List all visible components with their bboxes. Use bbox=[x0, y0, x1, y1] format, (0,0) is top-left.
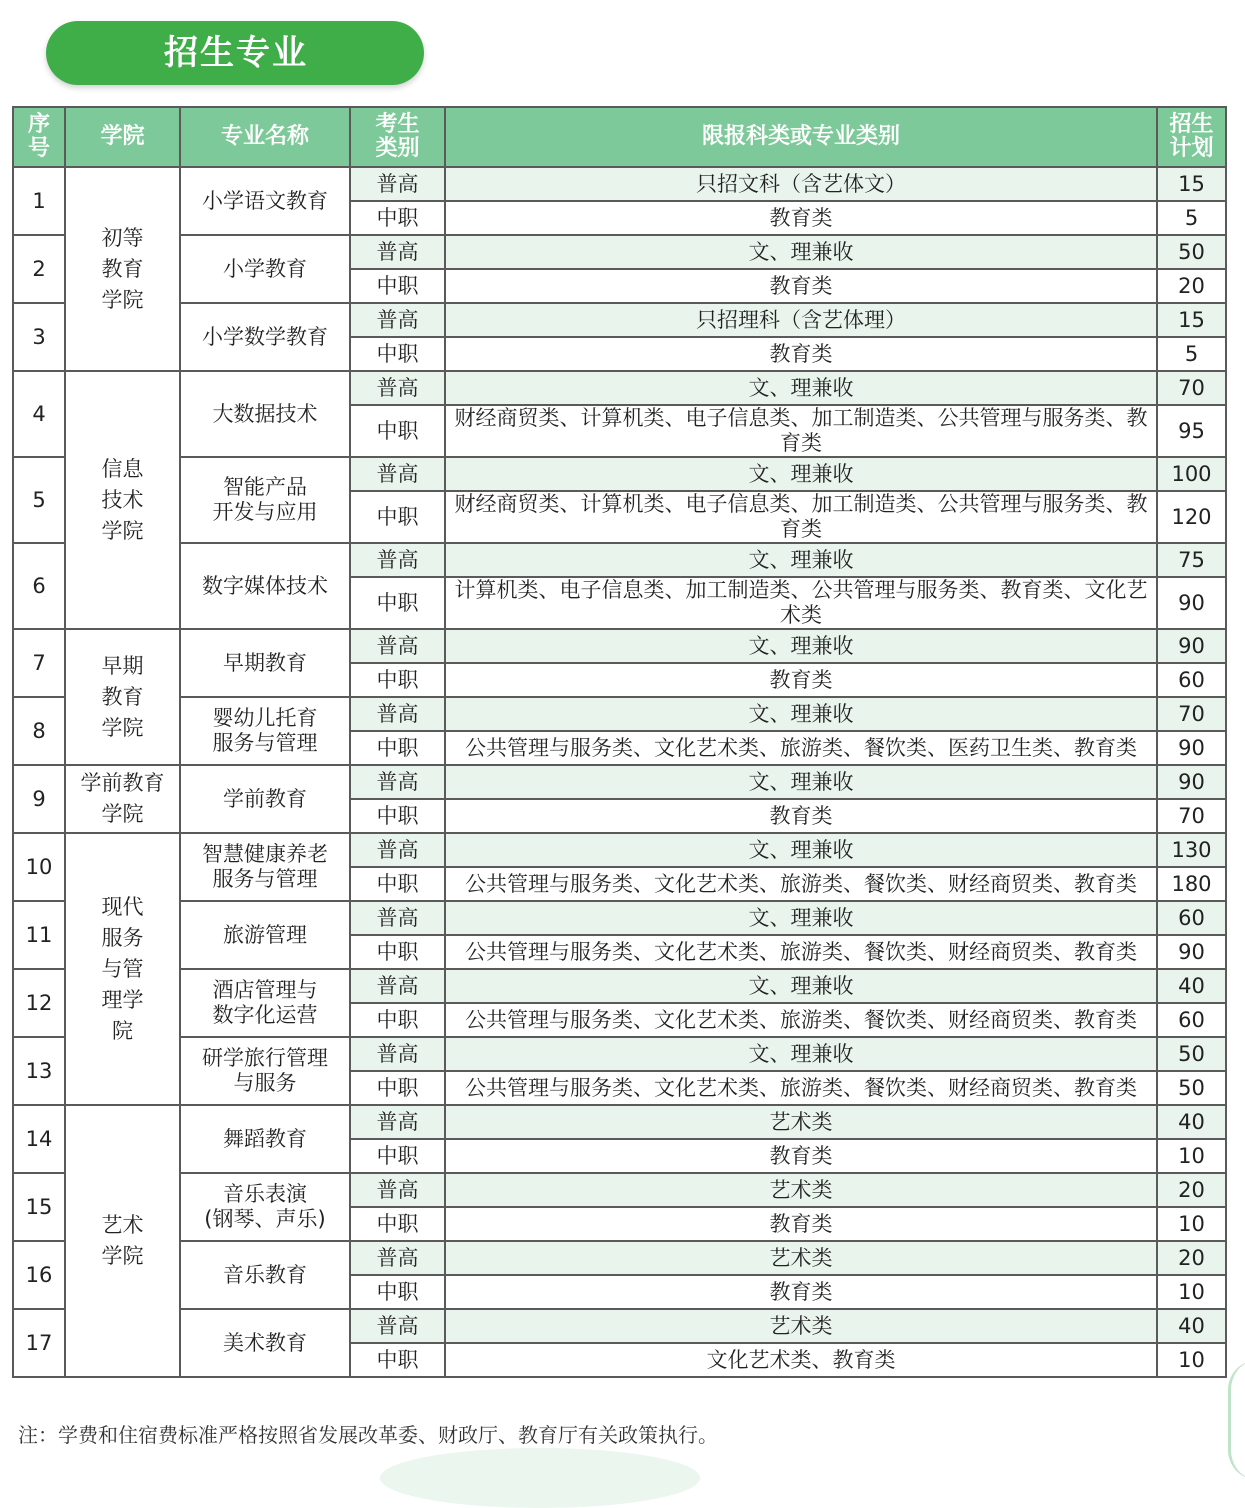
limit-cell: 艺术类 bbox=[445, 1105, 1157, 1139]
college-name-line: 理学 bbox=[101, 987, 144, 1012]
candidate-type-cell: 普高 bbox=[350, 167, 445, 201]
major-name-line: 美术教育 bbox=[223, 1330, 307, 1355]
limit-cell: 财经商贸类、计算机类、电子信息类、加工制造类、公共管理与服务类、教育类 bbox=[445, 405, 1157, 457]
limit-cell: 文、理兼收 bbox=[445, 543, 1157, 577]
limit-cell: 公共管理与服务类、文化艺术类、旅游类、餐饮类、财经商贸类、教育类 bbox=[445, 1071, 1157, 1105]
seq-cell: 13 bbox=[13, 1037, 65, 1105]
candidate-type-cell: 中职 bbox=[350, 1343, 445, 1377]
limit-cell: 文、理兼收 bbox=[445, 235, 1157, 269]
limit-cell: 教育类 bbox=[445, 799, 1157, 833]
plan-cell: 10 bbox=[1157, 1207, 1226, 1241]
limit-cell: 财经商贸类、计算机类、电子信息类、加工制造类、公共管理与服务类、教育类 bbox=[445, 491, 1157, 543]
candidate-type-cell: 普高 bbox=[350, 833, 445, 867]
candidate-type-cell: 中职 bbox=[350, 405, 445, 457]
major-name-cell bbox=[180, 371, 350, 457]
candidate-type-cell: 普高 bbox=[350, 235, 445, 269]
plan-cell: 10 bbox=[1157, 1275, 1226, 1309]
plan-cell: 15 bbox=[1157, 167, 1226, 201]
college-name-line: 学院 bbox=[101, 518, 144, 543]
plan-cell: 180 bbox=[1157, 867, 1226, 901]
section-title-pill bbox=[46, 21, 424, 85]
plan-cell: 70 bbox=[1157, 371, 1226, 405]
major-name-line: 小学语文教育 bbox=[202, 188, 328, 213]
plan-cell: 60 bbox=[1157, 901, 1226, 935]
plan-cell: 10 bbox=[1157, 1139, 1226, 1173]
seq-cell: 10 bbox=[13, 833, 65, 901]
major-name-line: 服务与管理 bbox=[212, 731, 318, 755]
plan-cell: 90 bbox=[1157, 577, 1226, 629]
seq-cell: 6 bbox=[13, 543, 65, 629]
plan-cell: 40 bbox=[1157, 1105, 1226, 1139]
major-name-line: 数字媒体技术 bbox=[202, 573, 328, 598]
candidate-type-cell: 普高 bbox=[350, 543, 445, 577]
plan-cell: 90 bbox=[1157, 629, 1226, 663]
college-name-line: 与管 bbox=[101, 956, 144, 981]
college-name-line: 早期 bbox=[101, 653, 144, 678]
college-name-line: 学前教育 bbox=[80, 771, 165, 795]
major-name-cell bbox=[180, 833, 350, 901]
candidate-type-cell: 中职 bbox=[350, 935, 445, 969]
candidate-type-cell: 中职 bbox=[350, 867, 445, 901]
seq-cell: 3 bbox=[13, 303, 65, 371]
major-name-line: 开发与应用 bbox=[212, 500, 318, 524]
table-row bbox=[13, 371, 1226, 405]
college-name-line: 信息 bbox=[101, 456, 144, 481]
major-name-cell bbox=[180, 1241, 350, 1309]
candidate-type-cell: 中职 bbox=[350, 799, 445, 833]
candidate-type-cell: 普高 bbox=[350, 629, 445, 663]
header-plan-label: 招生 计划 bbox=[1169, 112, 1214, 161]
major-name-line: 服务与管理 bbox=[212, 867, 318, 891]
limit-cell: 文、理兼收 bbox=[445, 833, 1157, 867]
table-row bbox=[13, 235, 1226, 269]
table-row bbox=[13, 901, 1226, 935]
college-name-line: 技术 bbox=[101, 487, 144, 512]
plan-cell: 50 bbox=[1157, 1037, 1226, 1071]
limit-cell: 教育类 bbox=[445, 1139, 1157, 1173]
candidate-type-cell: 普高 bbox=[350, 1173, 445, 1207]
candidate-type-cell: 中职 bbox=[350, 491, 445, 543]
seq-cell: 8 bbox=[13, 697, 65, 765]
major-name-line: 与服务 bbox=[233, 1071, 297, 1095]
plan-cell: 90 bbox=[1157, 731, 1226, 765]
candidate-type-cell: 中职 bbox=[350, 269, 445, 303]
candidate-type-cell: 中职 bbox=[350, 1139, 445, 1173]
college-cell bbox=[65, 765, 180, 833]
table-row bbox=[13, 969, 1226, 1003]
limit-cell: 计算机类、电子信息类、加工制造类、公共管理与服务类、教育类、文化艺术类 bbox=[445, 577, 1157, 629]
major-name-cell bbox=[180, 629, 350, 697]
candidate-type-cell: 普高 bbox=[350, 1241, 445, 1275]
major-name-line: 音乐表演 bbox=[223, 1182, 307, 1206]
limit-cell: 教育类 bbox=[445, 337, 1157, 371]
major-name-cell bbox=[180, 765, 350, 833]
major-name-cell bbox=[180, 1037, 350, 1105]
candidate-type-cell: 普高 bbox=[350, 901, 445, 935]
limit-cell: 教育类 bbox=[445, 201, 1157, 235]
limit-cell: 艺术类 bbox=[445, 1173, 1157, 1207]
college-name-line: 学院 bbox=[101, 287, 144, 312]
major-name-cell bbox=[180, 235, 350, 303]
major-name-line: 音乐教育 bbox=[223, 1262, 307, 1287]
limit-cell: 文、理兼收 bbox=[445, 765, 1157, 799]
plan-cell: 5 bbox=[1157, 337, 1226, 371]
seq-cell: 2 bbox=[13, 235, 65, 303]
table-row bbox=[13, 1037, 1226, 1071]
table-row bbox=[13, 833, 1226, 867]
candidate-type-cell: 普高 bbox=[350, 457, 445, 491]
major-name-cell bbox=[180, 969, 350, 1037]
candidate-type-cell: 普高 bbox=[350, 1037, 445, 1071]
plan-cell: 100 bbox=[1157, 457, 1226, 491]
limit-cell: 文化艺术类、教育类 bbox=[445, 1343, 1157, 1377]
seq-cell: 7 bbox=[13, 629, 65, 697]
major-name-cell bbox=[180, 901, 350, 969]
major-name-line: 旅游管理 bbox=[223, 922, 307, 947]
college-cell bbox=[65, 629, 180, 765]
limit-cell: 公共管理与服务类、文化艺术类、旅游类、餐饮类、医药卫生类、教育类 bbox=[445, 731, 1157, 765]
header-type bbox=[350, 107, 445, 167]
major-name-line: 大数据技术 bbox=[212, 401, 318, 426]
plan-cell: 40 bbox=[1157, 969, 1226, 1003]
seq-cell: 5 bbox=[13, 457, 65, 543]
table-row bbox=[13, 167, 1226, 201]
major-name-cell bbox=[180, 1173, 350, 1241]
header-seq-label: 序 号 bbox=[27, 112, 50, 161]
candidate-type-cell: 中职 bbox=[350, 1003, 445, 1037]
limit-cell: 公共管理与服务类、文化艺术类、旅游类、餐饮类、财经商贸类、教育类 bbox=[445, 935, 1157, 969]
plan-cell: 75 bbox=[1157, 543, 1226, 577]
table-row bbox=[13, 1173, 1226, 1207]
section-title: 招生专业 bbox=[164, 33, 308, 73]
major-name-line: 数字化运营 bbox=[212, 1003, 318, 1027]
college-name-line: 学院 bbox=[101, 802, 144, 826]
table-row bbox=[13, 765, 1226, 799]
limit-cell: 艺术类 bbox=[445, 1241, 1157, 1275]
plan-cell: 50 bbox=[1157, 1071, 1226, 1105]
candidate-type-cell: 普高 bbox=[350, 1105, 445, 1139]
limit-cell: 只招理科（含艺体理） bbox=[445, 303, 1157, 337]
college-name-line: 学院 bbox=[101, 1244, 144, 1268]
footnote: 注：学费和住宿费标准严格按照省发展改革委、财政厅、教育厅有关政策执行。 bbox=[18, 1423, 718, 1447]
plan-cell: 60 bbox=[1157, 1003, 1226, 1037]
limit-cell: 文、理兼收 bbox=[445, 1037, 1157, 1071]
header-major: 专业名称 bbox=[180, 107, 350, 167]
college-cell bbox=[65, 371, 180, 629]
major-name-line: 早期教育 bbox=[223, 650, 307, 675]
candidate-type-cell: 中职 bbox=[350, 337, 445, 371]
candidate-type-cell: 普高 bbox=[350, 969, 445, 1003]
major-name-cell bbox=[180, 1309, 350, 1377]
limit-cell: 教育类 bbox=[445, 1207, 1157, 1241]
candidate-type-cell: 普高 bbox=[350, 303, 445, 337]
major-name-cell bbox=[180, 167, 350, 235]
plan-cell: 40 bbox=[1157, 1309, 1226, 1343]
header-type-label: 考生 类别 bbox=[375, 112, 420, 161]
major-name-line: 智能产品 bbox=[223, 475, 307, 499]
college-name-line: 院 bbox=[112, 1018, 133, 1043]
plan-cell: 20 bbox=[1157, 269, 1226, 303]
candidate-type-cell: 中职 bbox=[350, 201, 445, 235]
candidate-type-cell: 中职 bbox=[350, 577, 445, 629]
plan-cell: 15 bbox=[1157, 303, 1226, 337]
decorative-edge-arc bbox=[1228, 1360, 1245, 1480]
college-name-line: 学院 bbox=[101, 715, 144, 740]
major-name-line: 舞蹈教育 bbox=[223, 1126, 307, 1151]
major-name-line: 酒店管理与 bbox=[212, 978, 318, 1002]
seq-cell: 12 bbox=[13, 969, 65, 1037]
seq-cell: 16 bbox=[13, 1241, 65, 1309]
limit-cell: 文、理兼收 bbox=[445, 629, 1157, 663]
candidate-type-cell: 中职 bbox=[350, 1071, 445, 1105]
decorative-arc bbox=[380, 1448, 700, 1508]
candidate-type-cell: 中职 bbox=[350, 1207, 445, 1241]
candidate-type-cell: 普高 bbox=[350, 371, 445, 405]
plan-cell: 130 bbox=[1157, 833, 1226, 867]
major-name-cell bbox=[180, 543, 350, 629]
major-name-line: 婴幼儿托育 bbox=[212, 706, 318, 730]
candidate-type-cell: 中职 bbox=[350, 1275, 445, 1309]
major-name-line: 学前教育 bbox=[223, 786, 307, 811]
major-name-cell bbox=[180, 457, 350, 543]
major-name-line: 小学数学教育 bbox=[202, 324, 328, 349]
major-name-cell bbox=[180, 697, 350, 765]
table-row bbox=[13, 543, 1226, 577]
seq-cell: 11 bbox=[13, 901, 65, 969]
plan-cell: 10 bbox=[1157, 1343, 1226, 1377]
limit-cell: 文、理兼收 bbox=[445, 969, 1157, 1003]
plan-cell: 70 bbox=[1157, 799, 1226, 833]
major-name-line: (钢琴、声乐) bbox=[204, 1207, 326, 1231]
college-name-line: 现代 bbox=[101, 894, 144, 919]
limit-cell: 文、理兼收 bbox=[445, 901, 1157, 935]
college-cell bbox=[65, 833, 180, 1105]
major-name-cell bbox=[180, 303, 350, 371]
plan-cell: 90 bbox=[1157, 935, 1226, 969]
table-row bbox=[13, 629, 1226, 663]
plan-cell: 120 bbox=[1157, 491, 1226, 543]
college-cell bbox=[65, 167, 180, 371]
plan-cell: 20 bbox=[1157, 1241, 1226, 1275]
candidate-type-cell: 普高 bbox=[350, 1309, 445, 1343]
limit-cell: 文、理兼收 bbox=[445, 697, 1157, 731]
header-plan bbox=[1157, 107, 1226, 167]
table-row bbox=[13, 1241, 1226, 1275]
college-name-line: 教育 bbox=[101, 684, 144, 709]
seq-cell: 1 bbox=[13, 167, 65, 235]
plan-cell: 50 bbox=[1157, 235, 1226, 269]
major-name-line: 智慧健康养老 bbox=[202, 842, 328, 866]
limit-cell: 只招文科（含艺体文） bbox=[445, 167, 1157, 201]
major-name-cell bbox=[180, 1105, 350, 1173]
college-cell bbox=[65, 1105, 180, 1377]
seq-cell: 17 bbox=[13, 1309, 65, 1377]
limit-cell: 公共管理与服务类、文化艺术类、旅游类、餐饮类、财经商贸类、教育类 bbox=[445, 867, 1157, 901]
candidate-type-cell: 中职 bbox=[350, 663, 445, 697]
limit-cell: 文、理兼收 bbox=[445, 457, 1157, 491]
table-row bbox=[13, 1105, 1226, 1139]
plan-cell: 70 bbox=[1157, 697, 1226, 731]
seq-cell: 15 bbox=[13, 1173, 65, 1241]
candidate-type-cell: 普高 bbox=[350, 697, 445, 731]
candidate-type-cell: 普高 bbox=[350, 765, 445, 799]
header-seq bbox=[13, 107, 65, 167]
college-name-line: 初等 bbox=[101, 225, 144, 250]
seq-cell: 9 bbox=[13, 765, 65, 833]
plan-cell: 90 bbox=[1157, 765, 1226, 799]
college-name-line: 教育 bbox=[101, 256, 144, 281]
candidate-type-cell: 中职 bbox=[350, 731, 445, 765]
limit-cell: 教育类 bbox=[445, 269, 1157, 303]
seq-cell: 14 bbox=[13, 1105, 65, 1173]
limit-cell: 文、理兼收 bbox=[445, 371, 1157, 405]
table-header-row bbox=[13, 107, 1226, 167]
table-row bbox=[13, 303, 1226, 337]
table-row bbox=[13, 1309, 1226, 1343]
major-name-line: 小学教育 bbox=[223, 256, 307, 281]
plan-cell: 60 bbox=[1157, 663, 1226, 697]
limit-cell: 公共管理与服务类、文化艺术类、旅游类、餐饮类、财经商贸类、教育类 bbox=[445, 1003, 1157, 1037]
seq-cell: 4 bbox=[13, 371, 65, 457]
major-name-line: 研学旅行管理 bbox=[202, 1046, 328, 1070]
enrollment-table bbox=[12, 106, 1227, 1378]
table-row bbox=[13, 697, 1226, 731]
plan-cell: 20 bbox=[1157, 1173, 1226, 1207]
plan-cell: 5 bbox=[1157, 201, 1226, 235]
table-row bbox=[13, 457, 1226, 491]
limit-cell: 教育类 bbox=[445, 1275, 1157, 1309]
header-college: 学院 bbox=[65, 107, 180, 167]
table-body bbox=[13, 167, 1226, 1377]
limit-cell: 教育类 bbox=[445, 663, 1157, 697]
limit-cell: 艺术类 bbox=[445, 1309, 1157, 1343]
college-name-line: 艺术 bbox=[101, 1213, 144, 1237]
header-limit: 限报科类或专业类别 bbox=[445, 107, 1157, 167]
college-name-line: 服务 bbox=[101, 925, 144, 950]
plan-cell: 95 bbox=[1157, 405, 1226, 457]
